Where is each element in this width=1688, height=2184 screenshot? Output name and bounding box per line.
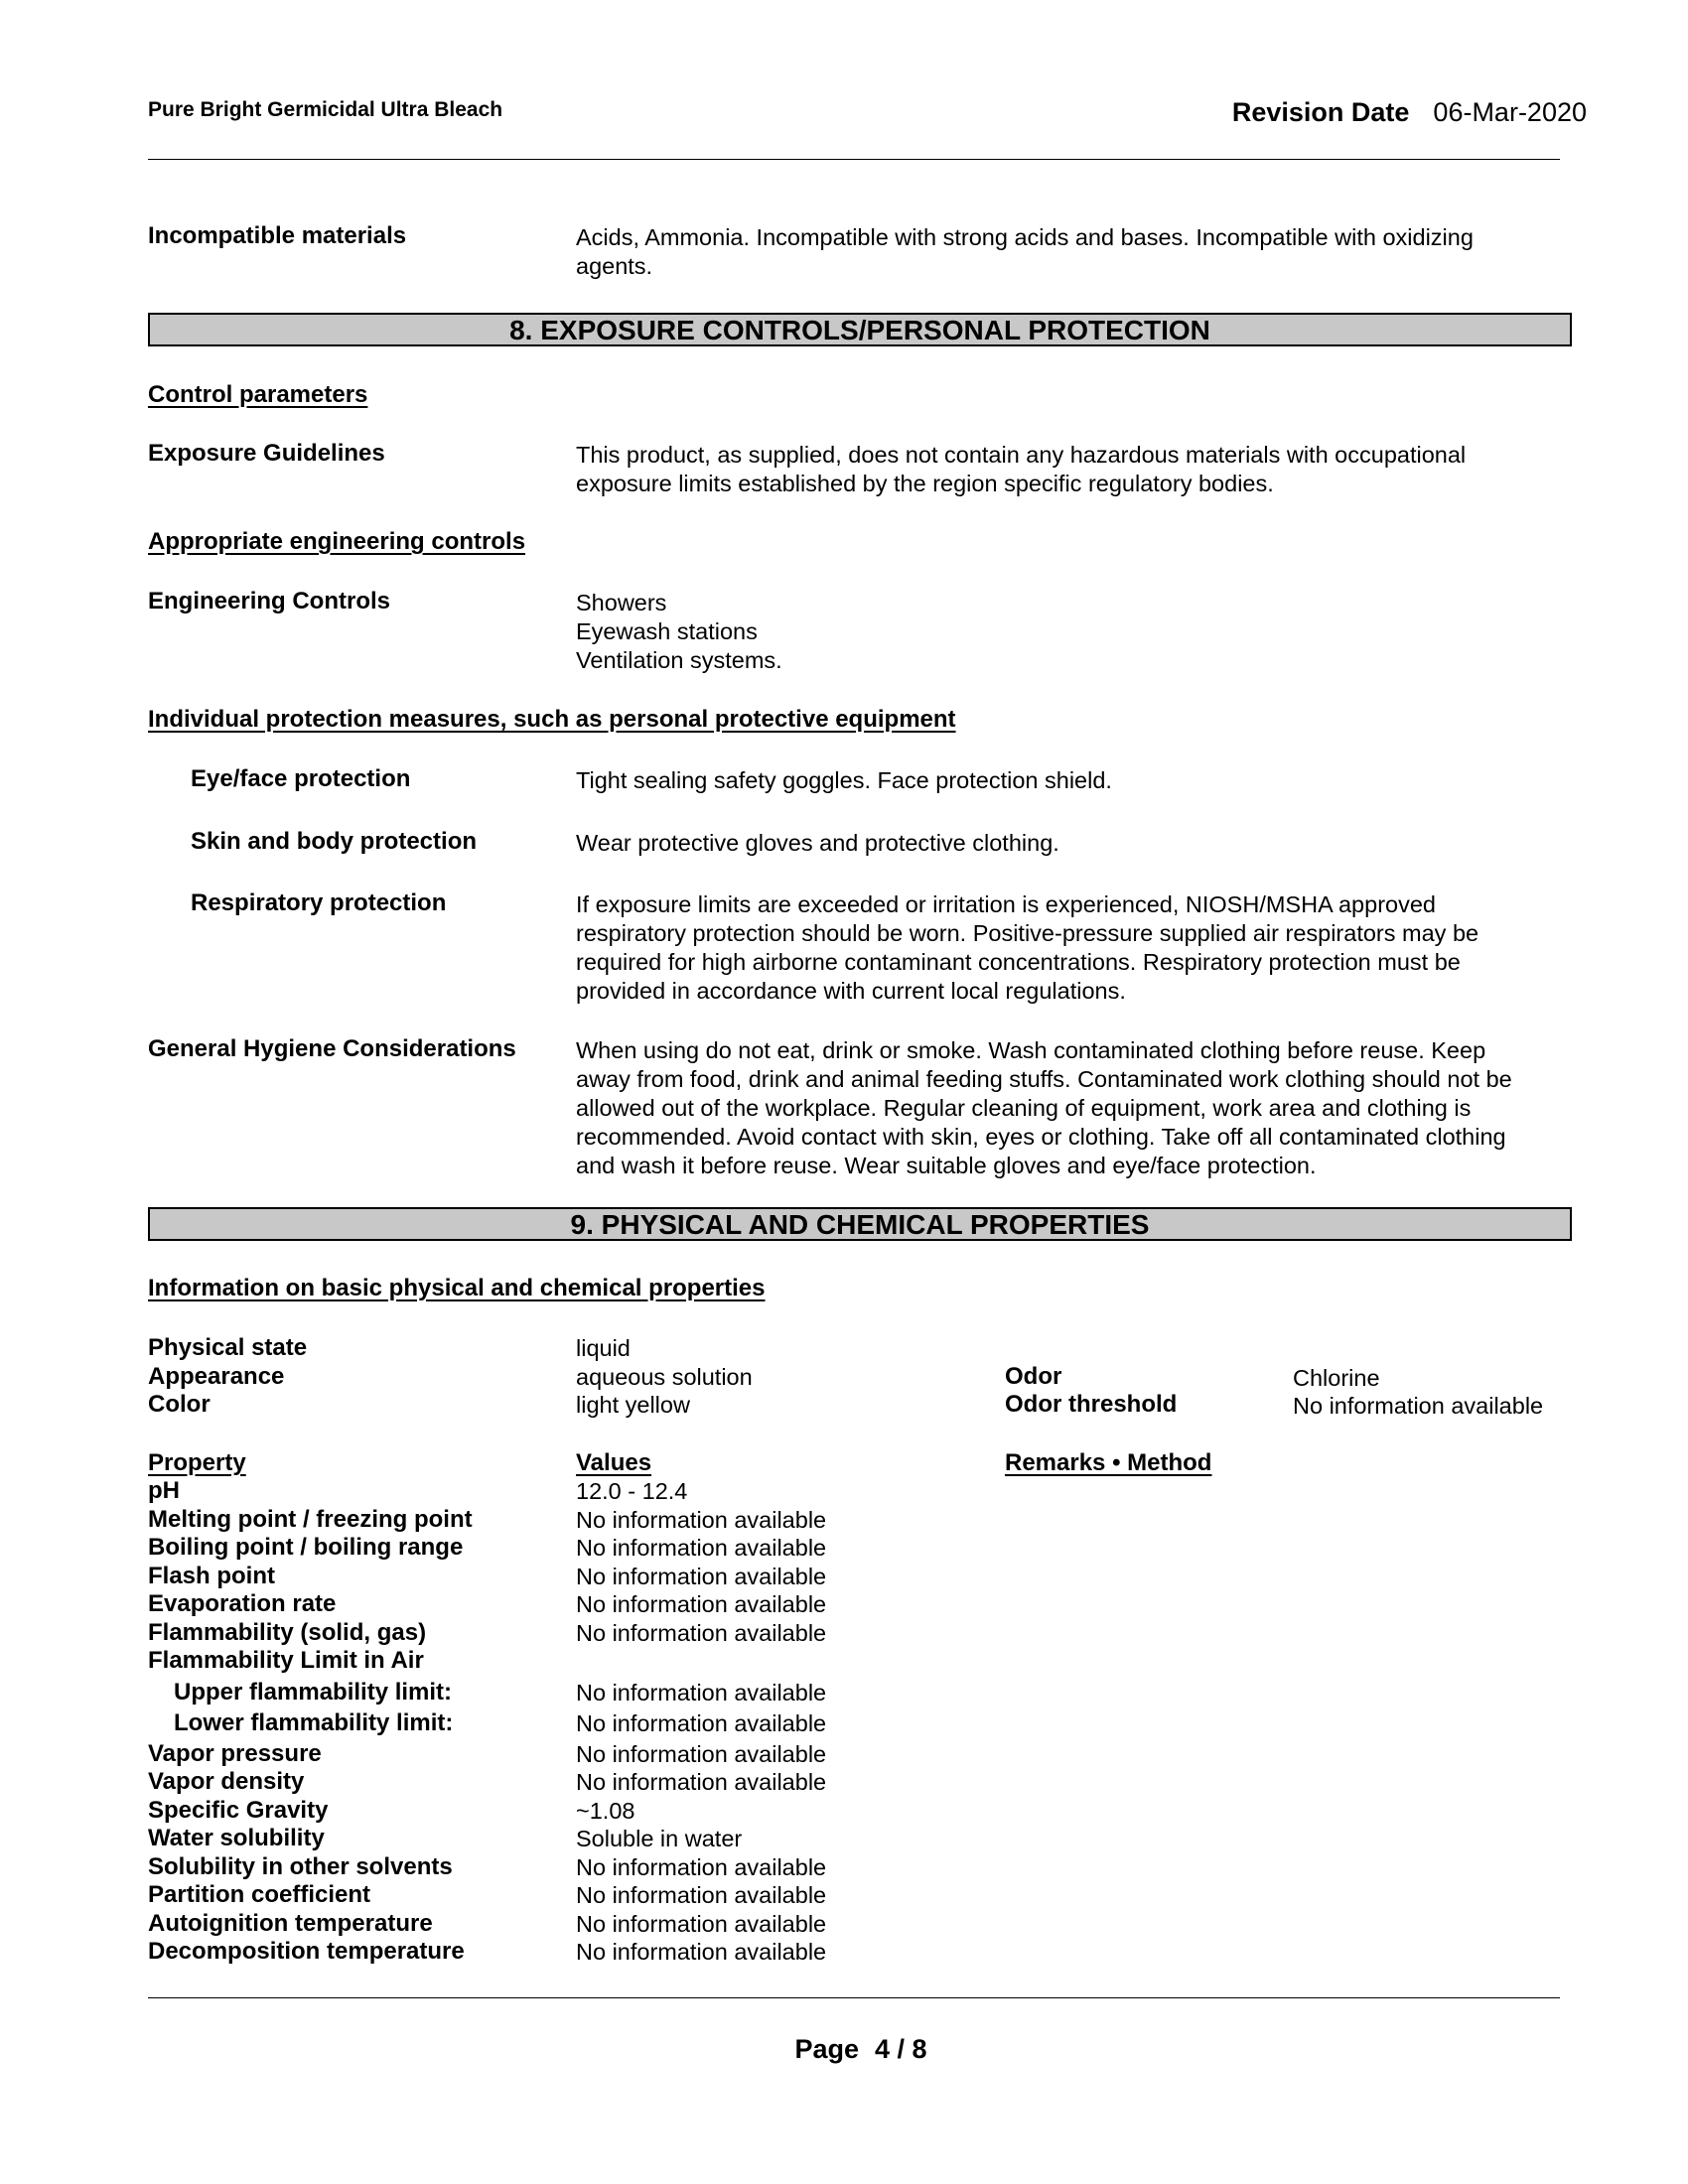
engineering-controls-label: Engineering Controls xyxy=(148,588,391,614)
text-line: Ventilation systems. xyxy=(576,647,782,673)
property-column-header: Property xyxy=(148,1449,246,1476)
property-label: Specific Gravity xyxy=(148,1797,329,1824)
property-label: Flammability (solid, gas) xyxy=(148,1619,427,1646)
odor-value: Chlorine xyxy=(1293,1365,1380,1391)
eye-protection-value: Tight sealing safety goggles. Face protection shield. xyxy=(576,767,1112,793)
property-value: No information available xyxy=(576,1882,827,1908)
text-line: Eyewash stations xyxy=(576,618,758,644)
engineering-controls-value xyxy=(576,589,782,675)
section-8-title: 8. EXPOSURE CONTROLS/PERSONAL PROTECTION xyxy=(148,313,1572,346)
property-label: Solubility in other solvents xyxy=(148,1853,453,1880)
property-label: Flash point xyxy=(148,1563,275,1589)
text-line: agents. xyxy=(576,253,653,279)
property-label: Vapor pressure xyxy=(148,1740,322,1767)
eye-protection-label: Eye/face protection xyxy=(191,765,411,792)
text-line: When using do not eat, drink or smoke. Wash contaminated clothing before reuse. Keep xyxy=(576,1037,1486,1063)
hygiene-value xyxy=(576,1036,1512,1180)
revision-date-label: Revision Date xyxy=(1231,97,1410,127)
property-label: Autoignition temperature xyxy=(148,1910,433,1937)
odor-label: Odor xyxy=(1005,1363,1062,1390)
control-parameters-heading: Control parameters xyxy=(148,381,368,408)
property-value: ~1.08 xyxy=(576,1798,635,1824)
text-line: required for high airborne contaminant concentrations. Respiratory protection must be xyxy=(576,949,1461,975)
property-value: No information available xyxy=(576,1507,827,1533)
incompatible-materials-value xyxy=(576,223,1474,281)
text-line: Acids, Ammonia. Incompatible with strong acids and bases. Incompatible with oxidizing xyxy=(576,224,1474,250)
property-value: No information available xyxy=(576,1769,827,1795)
property-label: pH xyxy=(148,1477,180,1504)
property-value: No information available xyxy=(576,1939,827,1965)
exposure-guidelines-label: Exposure Guidelines xyxy=(148,440,385,467)
page-indicator xyxy=(0,2034,1688,2065)
property-value: No information available xyxy=(576,1911,827,1937)
text-line: This product, as supplied, does not contain any hazardous materials with occupational xyxy=(576,442,1467,468)
skin-protection-label: Skin and body protection xyxy=(191,828,478,855)
page-number: 4 / 8 xyxy=(875,2034,927,2064)
property-label: Melting point / freezing point xyxy=(148,1506,473,1533)
property-value: No information available xyxy=(576,1680,827,1706)
text-line: provided in accordance with current local regulations. xyxy=(576,978,1126,1004)
text-line: Showers xyxy=(576,590,667,615)
property-label: Boiling point / boiling range xyxy=(148,1534,464,1561)
revision-date xyxy=(1232,97,1587,128)
property-value: No information available xyxy=(576,1535,827,1561)
text-line: and wash it before reuse. Wear suitable gloves and eye/face protection. xyxy=(576,1153,1317,1178)
property-value: No information available xyxy=(576,1741,827,1767)
property-label: Upper flammability limit: xyxy=(174,1679,453,1706)
respiratory-protection-value xyxy=(576,890,1478,1006)
revision-date-value: 06-Mar-2020 xyxy=(1433,97,1587,127)
values-column-header: Values xyxy=(576,1449,652,1476)
property-value: No information available xyxy=(576,1710,827,1736)
odor-threshold-label: Odor threshold xyxy=(1005,1391,1178,1418)
text-line: away from food, drink and animal feeding stuffs. Contaminated work clothing should not be xyxy=(576,1066,1512,1092)
property-label: Water solubility xyxy=(148,1825,325,1851)
property-value: No information available xyxy=(576,1591,827,1617)
skin-protection-value: Wear protective gloves and protective clothing. xyxy=(576,830,1059,856)
appearance-value: aqueous solution xyxy=(576,1364,753,1390)
text-line: If exposure limits are exceeded or irritation is experienced, NIOSH/MSHA approved xyxy=(576,891,1436,917)
text-line: exposure limits established by the region specific regulatory bodies. xyxy=(576,471,1274,496)
section-9-title: 9. PHYSICAL AND CHEMICAL PROPERTIES xyxy=(148,1207,1572,1241)
page-label: Page xyxy=(794,2034,859,2064)
property-value: Soluble in water xyxy=(576,1826,743,1851)
property-value: 12.0 - 12.4 xyxy=(576,1478,688,1504)
color-value: light yellow xyxy=(576,1392,690,1418)
physical-state-label: Physical state xyxy=(148,1334,308,1361)
property-label: Partition coefficient xyxy=(148,1881,371,1908)
odor-threshold-value: No information available xyxy=(1293,1393,1544,1419)
property-label: Evaporation rate xyxy=(148,1590,337,1617)
respiratory-protection-label: Respiratory protection xyxy=(191,889,447,916)
footer-divider xyxy=(148,1997,1560,1998)
text-line: allowed out of the workplace. Regular cleaning of equipment, work area and clothing is xyxy=(576,1095,1472,1121)
property-label: Vapor density xyxy=(148,1768,305,1795)
property-label: Flammability Limit in Air xyxy=(148,1647,424,1674)
header-divider xyxy=(148,159,1560,160)
incompatible-materials-label: Incompatible materials xyxy=(148,222,407,249)
product-name: Pure Bright Germicidal Ultra Bleach xyxy=(148,98,503,121)
property-value: No information available xyxy=(576,1620,827,1646)
engineering-controls-heading: Appropriate engineering controls xyxy=(148,528,526,555)
physical-state-value: liquid xyxy=(576,1335,631,1361)
property-value: No information available xyxy=(576,1564,827,1589)
appearance-label: Appearance xyxy=(148,1363,285,1390)
text-line: respiratory protection should be worn. Positive-pressure supplied air respirators may be xyxy=(576,920,1479,946)
ppe-heading: Individual protection measures, such as personal protective equipment xyxy=(148,706,956,733)
remarks-method-column-header: Remarks • Method xyxy=(1005,1449,1212,1476)
color-label: Color xyxy=(148,1391,211,1418)
property-value: No information available xyxy=(576,1854,827,1880)
property-label: Lower flammability limit: xyxy=(174,1709,454,1736)
property-label: Decomposition temperature xyxy=(148,1938,465,1965)
exposure-guidelines-value xyxy=(576,441,1466,498)
hygiene-label: General Hygiene Considerations xyxy=(148,1035,516,1062)
text-line: recommended. Avoid contact with skin, eyes or clothing. Take off all contaminated clothing xyxy=(576,1124,1506,1150)
physical-properties-heading: Information on basic physical and chemical properties xyxy=(148,1275,766,1301)
